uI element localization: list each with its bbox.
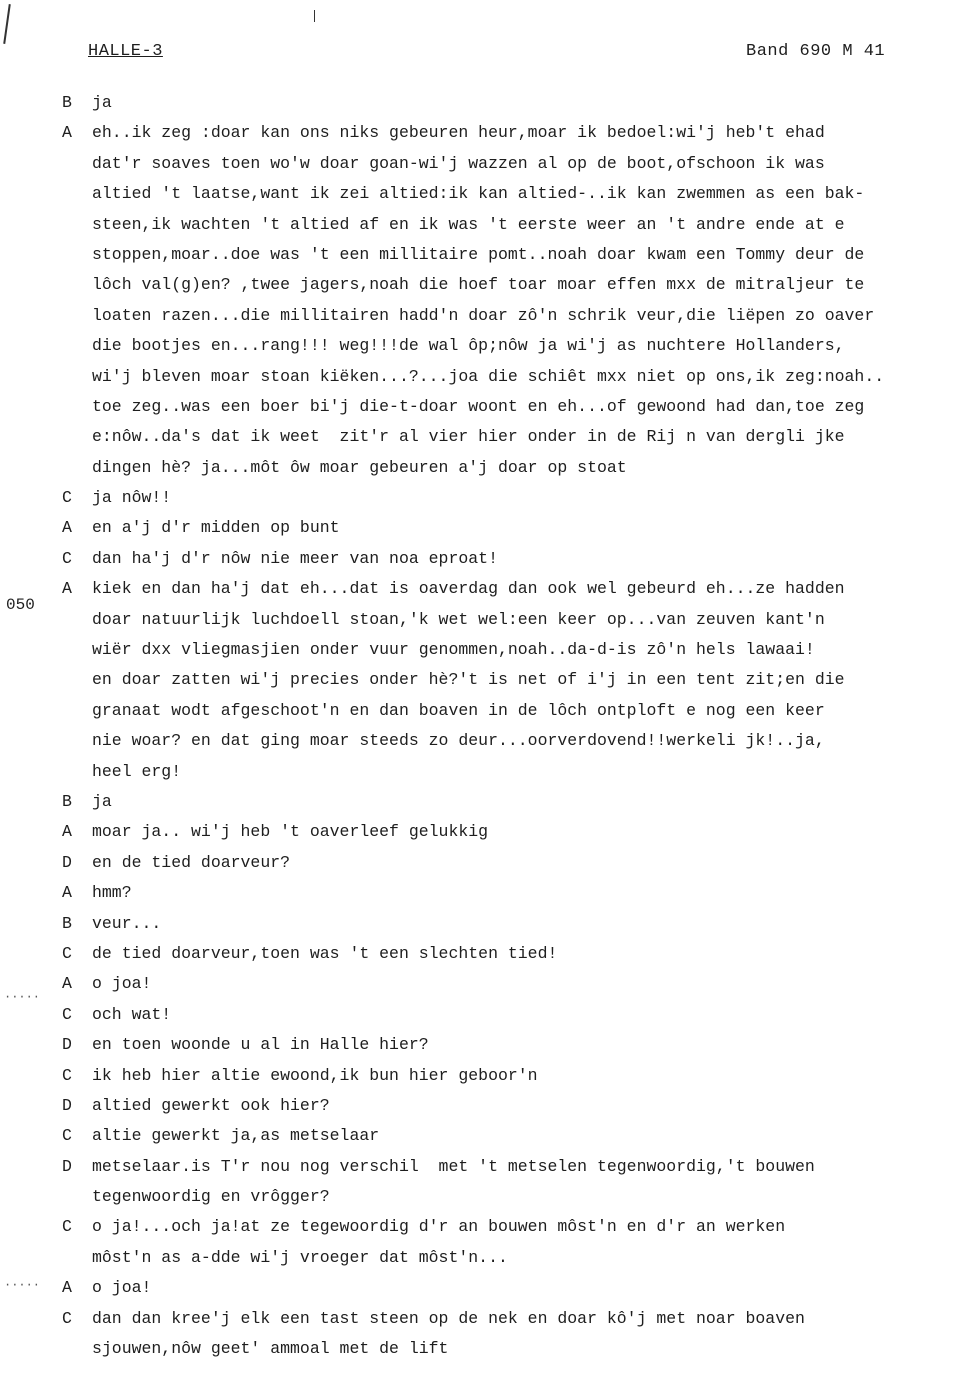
line-text: altied gewerkt ook hier?	[92, 1095, 330, 1115]
speaker-label: B	[62, 93, 72, 112]
speaker-label: A	[62, 579, 72, 599]
transcript-line	[0, 848, 979, 878]
line-text: doar natuurlijk luchdoell stoan,'k wet wel:een keer op...van zeuven kant'n	[92, 609, 825, 629]
speaker-label: A	[62, 883, 72, 903]
line-text: toe zeg..was een boer bi'j die-t-doar woont en eh...of gewoond had dan,toe zeg	[92, 396, 865, 416]
transcript-line	[0, 149, 979, 179]
speaker-label: C	[62, 488, 72, 508]
band-number: Band 690 M 41	[746, 42, 886, 61]
transcript-line	[0, 574, 979, 604]
transcript-line	[0, 270, 979, 300]
line-text: wi'j bleven moar stoan kiëken...?...joa die schiêt mxx niet op ons,ik zeg:noah..	[92, 366, 885, 386]
line-text: dingen hè? ja...môt ôw moar gebeuren a'j doar op stoat	[92, 457, 627, 477]
transcript-line	[0, 301, 979, 331]
line-text: steen,ik wachten 't altied af en ik was 't eerste weer an 't andre ende at e	[92, 214, 845, 234]
line-text: granaat wodt afgeschoot'n en dan boaven in de lôch ontploft e nog een keer	[92, 700, 825, 720]
line-text: o ja!...och ja!at ze tegewoordig d'r an bouwen môst'n en d'r an werken	[92, 1217, 786, 1237]
speaker-label: C	[62, 548, 72, 568]
line-text: de tied doarveur,toen was 't een slechten tied!	[92, 943, 558, 963]
speaker-label: D	[62, 1035, 72, 1055]
transcript-line	[0, 392, 979, 422]
speaker-label: C	[62, 1004, 72, 1024]
line-text: kiek en dan ha'j dat eh...dat is oaverdag dan ook wel gebeurd eh...ze hadden	[92, 579, 845, 599]
line-text: moar ja.. wi'j heb 't oaverleef gelukkig	[92, 822, 489, 842]
transcript-line	[0, 878, 979, 908]
margin-specks: ·····	[4, 990, 41, 1004]
line-text: ja	[92, 791, 112, 811]
line-text: eh..ik zeg :doar kan ons niks gebeuren heur,moar ik bedoel:wi'j heb't ehad	[92, 123, 825, 143]
transcript-line	[0, 635, 979, 665]
line-text: dan dan kree'j elk een tast steen op de nek en doar kô'j met noar boaven	[92, 1308, 805, 1328]
transcript-line	[0, 817, 979, 847]
line-text: o joa!	[92, 974, 152, 994]
transcript-line	[0, 1243, 979, 1273]
line-text: en doar zatten wi'j precies onder hè?'t is net of i'j in een tent zit;en die	[92, 670, 845, 690]
line-text: altied 't laatse,want ik zei altied:ik kan altied-..ik kan zwemmen as een bak-	[92, 184, 865, 204]
transcript-line	[0, 787, 979, 817]
line-text: och wat!	[92, 1004, 172, 1024]
line-text: ik heb hier altie ewoond,ik bun hier geboor'n	[92, 1065, 538, 1085]
transcript-line	[0, 422, 979, 452]
transcript-line	[0, 909, 979, 939]
transcript-line	[0, 1152, 979, 1182]
line-text: stoppen,moar..doe was 't een millitaire pomt..noah doar kwam een Tommy deur de	[92, 244, 865, 264]
transcript-line	[0, 240, 979, 270]
transcript-line	[0, 1304, 979, 1334]
transcript-line	[0, 939, 979, 969]
speaker-label: D	[62, 1156, 72, 1176]
transcript-line	[0, 331, 979, 361]
line-text: ja nôw!!	[92, 488, 172, 508]
speaker-label: C	[62, 1126, 72, 1146]
transcript-line	[0, 118, 979, 148]
margin-counter: 050	[6, 596, 35, 614]
transcript-line	[0, 513, 979, 543]
transcript-line	[0, 1273, 979, 1303]
transcript-line	[0, 544, 979, 574]
transcript-line	[0, 1121, 979, 1151]
transcript-line	[0, 1000, 979, 1030]
transcript-body	[0, 88, 979, 1364]
margin-mark	[314, 10, 315, 22]
line-text: hmm?	[92, 883, 132, 903]
transcript-line	[0, 696, 979, 726]
transcript-line	[0, 1182, 979, 1212]
line-text: die bootjes en...rang!!! weg!!!de wal ôp;nôw ja wi'j as nuchtere Hollanders,	[92, 336, 845, 356]
transcript-line	[0, 88, 979, 118]
transcript-line	[0, 1212, 979, 1242]
line-text: loaten razen...die millitairen hadd'n doar zô'n schrik veur,die liëpen zo oaver	[92, 305, 875, 325]
line-text: e:nôw..da's dat ik weet zit'r al vier hier onder in de Rij n van dergli jke	[92, 427, 845, 447]
transcript-line	[0, 726, 979, 756]
speaker-label: C	[62, 943, 72, 963]
transcript-line	[0, 362, 979, 392]
line-text: nie woar? en dat ging moar steeds zo deur...oorverdovend!!werkeli jk!..ja,	[92, 731, 825, 751]
speaker-label: C	[62, 1308, 72, 1328]
line-text: wiër dxx vliegmasjien onder vuur genommen,noah..da-d-is zô'n hels lawaai!	[92, 640, 815, 660]
line-text: lôch val(g)en? ,twee jagers,noah die hoef toar moar effen mxx de mitraljeur te	[92, 275, 865, 295]
line-text: môst'n as a-dde wi'j vroeger dat môst'n...	[92, 1247, 508, 1267]
speaker-label: A	[62, 822, 72, 842]
margin-specks: ·····	[4, 1278, 41, 1292]
transcript-line	[0, 1061, 979, 1091]
speaker-label: B	[62, 791, 72, 811]
line-text: o joa!	[92, 1278, 152, 1298]
speaker-label: A	[62, 1278, 72, 1298]
margin-mark	[3, 4, 11, 44]
line-text: tegenwoordig en vrôgger?	[92, 1187, 330, 1207]
line-text: sjouwen,nôw geet' ammoal met de lift	[92, 1339, 449, 1359]
transcript-label: HALLE-3	[88, 42, 163, 61]
line-text: ja	[92, 93, 112, 112]
line-text: heel erg!	[92, 761, 182, 781]
speaker-label: C	[62, 1217, 72, 1237]
line-text: altie gewerkt ja,as metselaar	[92, 1126, 380, 1146]
transcript-line	[0, 1334, 979, 1364]
speaker-label: D	[62, 1095, 72, 1115]
speaker-label: A	[62, 518, 72, 538]
transcript-line	[0, 453, 979, 483]
transcript-line	[0, 969, 979, 999]
transcript-line	[0, 757, 979, 787]
line-text: dan ha'j d'r nôw nie meer van noa eproat!	[92, 548, 498, 568]
speaker-label: B	[62, 913, 72, 933]
transcript-line	[0, 605, 979, 635]
line-text: en de tied doarveur?	[92, 852, 291, 872]
transcript-line	[0, 179, 979, 209]
line-text: veur...	[92, 913, 162, 933]
line-text: dat'r soaves toen wo'w doar goan-wi'j wazzen al op de boot,ofschoon ik was	[92, 153, 825, 173]
transcript-line	[0, 665, 979, 695]
line-text: en toen woonde u al in Halle hier?	[92, 1035, 429, 1055]
speaker-label: C	[62, 1065, 72, 1085]
line-text: metselaar.is T'r nou nog verschil met 't metselen tegenwoordig,'t bouwen	[92, 1156, 815, 1176]
transcript-line	[0, 483, 979, 513]
transcript-line	[0, 210, 979, 240]
speaker-label: A	[62, 123, 72, 143]
line-text: en a'j d'r midden op bunt	[92, 518, 340, 538]
speaker-label: A	[62, 974, 72, 994]
speaker-label: D	[62, 852, 72, 872]
transcript-line	[0, 1091, 979, 1121]
transcript-line	[0, 1030, 979, 1060]
